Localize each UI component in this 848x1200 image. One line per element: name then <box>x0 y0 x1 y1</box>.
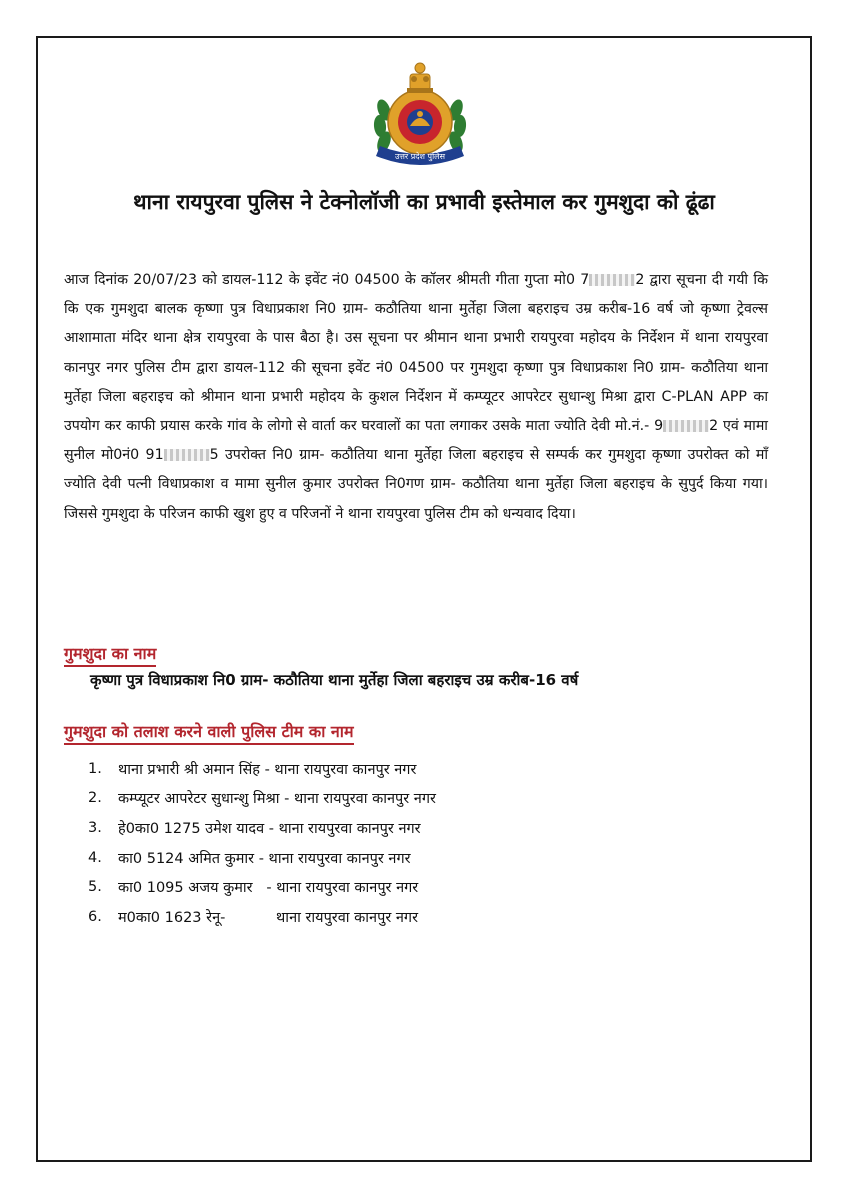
list-item <box>88 843 436 873</box>
body-text: आज दिनांक 20/07/23 को डायल-112 के इवेंट नं0 04500 के कॉलर श्रीमती गीता गुप्ता मो0 7 <box>64 272 590 288</box>
list-number: 2. <box>88 790 102 807</box>
body-text: 5 उपरोक्त नि0 ग्राम- कठौतिया थाना मुर्तेहा जिला बहराइच से सम्पर्क कर गुमशुदा कृष्णा उपरोक्त को माँ ज्योति देवी पत्नी विधाप्रकाश व मामा सुनील कुमार उपरोक्त नि0गण ग्राम- कठौतिया थाना मुर्तेहा जिला बहराइच के सुपुर्द किया गया। जिससे गुमशुदा के परिजन काफी खुश हुए व परिजनों ने थाना रायपुरवा पुलिस टीम को धन्यवाद दिया। <box>64 447 769 522</box>
page-title: थाना रायपुरवा पुलिस ने टेक्नोलॉजी का प्रभावी इस्तेमाल कर गुमशुदा को ढूंढा <box>133 190 715 214</box>
police-team-list <box>88 754 436 932</box>
team-member: का0 5124 अमित कुमार - थाना रायपुरवा कानपुर नगर <box>118 850 411 867</box>
police-team-heading: गुमशुदा को तलाश करने वाली पुलिस टीम का नाम <box>64 720 354 745</box>
list-item <box>88 754 436 784</box>
team-member: का0 1095 अजय कुमार - थाना रायपुरवा कानपुर नगर <box>118 880 419 897</box>
missing-person-details: कृष्णा पुत्र विधाप्रकाश नि0 ग्राम- कठौतिया थाना मुर्तेहा जिला बहराइच उम्र करीब-16 वर्ष <box>90 671 579 689</box>
team-member: हे0का0 1275 उमेश यादव - थाना रायपुरवा कानपुर नगर <box>118 820 421 837</box>
list-number: 6. <box>88 908 102 925</box>
redacted-number <box>589 274 635 286</box>
up-police-emblem-icon <box>370 58 470 174</box>
missing-person-heading: गुमशुदा का नाम <box>64 642 156 667</box>
body-paragraph <box>64 266 768 529</box>
list-item <box>88 813 436 843</box>
list-number: 3. <box>88 819 102 836</box>
list-item <box>88 902 436 932</box>
list-number: 4. <box>88 849 102 866</box>
list-number: 1. <box>88 760 102 777</box>
redacted-number <box>164 449 210 461</box>
redacted-number <box>663 420 709 432</box>
team-member: थाना प्रभारी श्री अमान सिंह - थाना रायपुरवा कानपुर नगर <box>118 761 417 778</box>
team-member: म0का0 1623 रेनू- थाना रायपुरवा कानपुर नगर <box>118 909 419 926</box>
body-text: 2 एवं मामा सुनील मो0नं0 91 <box>64 418 768 464</box>
team-member: कम्प्यूटर आपरेटर सुधान्शु मिश्रा - थाना रायपुरवा कानपुर नगर <box>118 791 436 808</box>
list-number: 5. <box>88 879 102 896</box>
list-item <box>88 872 436 902</box>
list-item <box>88 784 436 814</box>
body-text: 2 द्वारा सूचना दी गयी कि कि एक गुमशुदा बालक कृष्णा पुत्र विधाप्रकाश नि0 ग्राम- कठौतिया थाना मुर्तेहा जिला बहराइच उम्र करीब-16 वर्ष जो कृष्णा ट्रेवल्स आशामाता मंदिर थाना क्षेत्र रायपुरवा के पास बैठा है। उस सूचना पर श्रीमान थाना प्रभारी रायपुरवा महोदय के निर्देशन में थाना रायपुरवा कानपुर नगर पुलिस टीम द्वारा डायल-112 की सूचना इवेंट नं0 04500 पर गुमशुदा कृष्णा पुत्र विधाप्रकाश नि0 ग्राम- कठौतिया थाना मुर्तेहा जिला बहराइच को श्रीमान थाना प्रभारी महोदय के कुशल निर्देशन में कम्प्यूटर आपरेटर सुधान्शु मिश्रा द्वारा C-PLAN APP का उपयोग कर काफी प्रयास करके गांव के लोगो से वार्ता कर घरवालों का पता लगाकर उसके माता ज्योति देवी मो.नं.- 9 <box>64 272 768 435</box>
emblem-ribbon-text: उत्तर प्रदेश पुलिस <box>395 152 445 161</box>
